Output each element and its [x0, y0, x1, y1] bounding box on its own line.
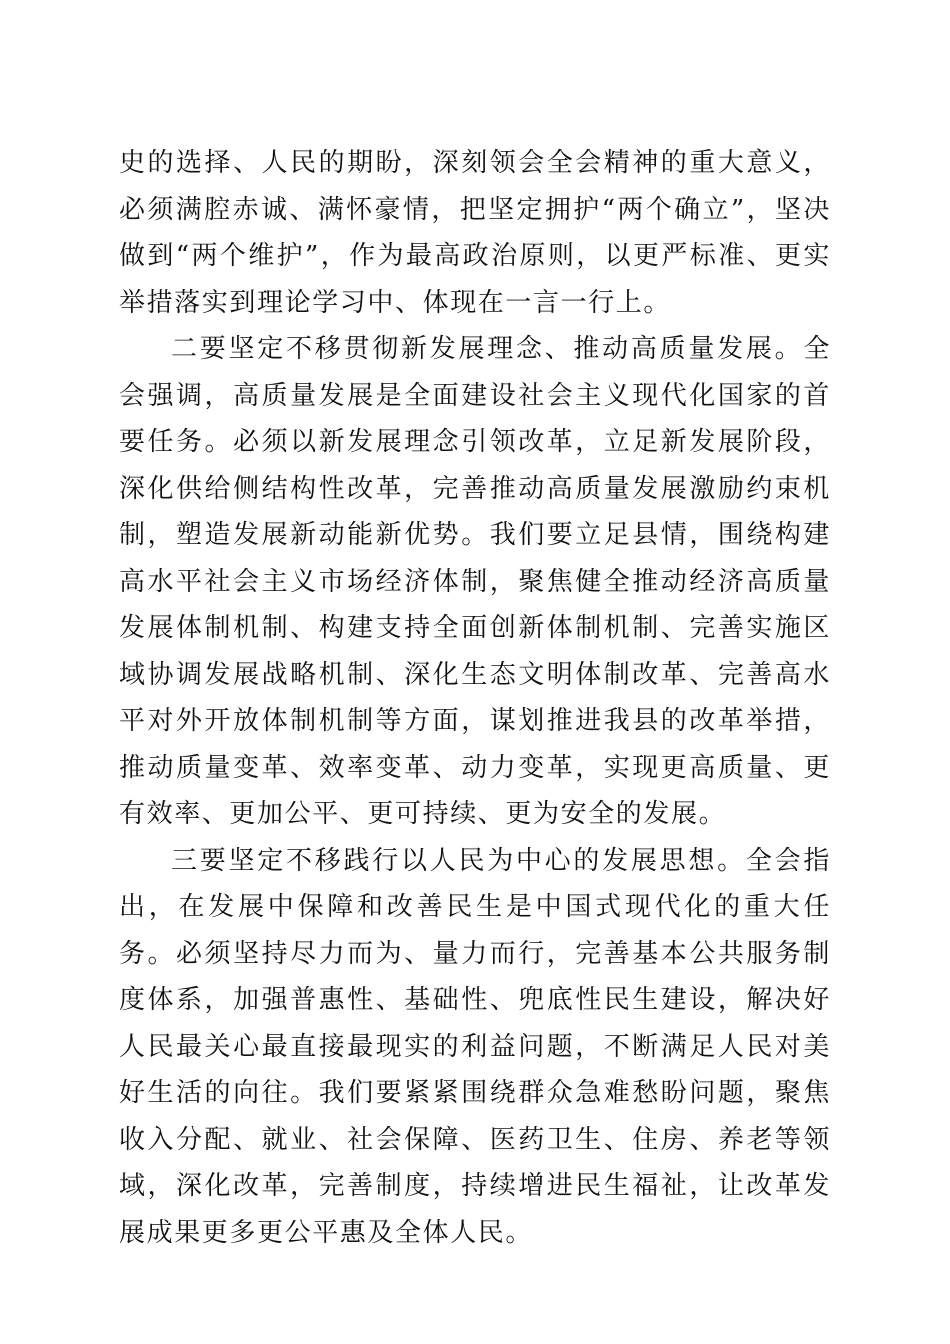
paragraph-new-development-philosophy: 二要坚定不移贯彻新发展理念、推动高质量发展。全会强调，高质量发展是全面建设社会主义现代化国家的首要任务。必须以新发展理念引领改革，立足新发展阶段，深化供给侧结构性改革，完善推动高质量发展激励约束机制，塑造发展新动能新优势。我们要立足县情，围绕构建高水平社会主义市场经济体制，聚焦健全推动经济高质量发展体制机制、构建支持全面创新体制机制、完善实施区域协调发展战略机制、深化生态文明体制改革、完善高水平对外开放体制机制等方面，谋划推进我县的改革举措，推动质量变革、效率变革、动力变革，实现更高质量、更有效率、更加公平、更可持续、更为安全的发展。: [119, 334, 831, 829]
paragraph-history-choice: 史的选择、人民的期盼，深刻领会全会精神的重大意义，必须满腔赤诚、满怀豪情，把坚定拥护“两个确立”，坚决做到“两个维护”，作为最高政治原则，以更严标准、更实举措落实到理论学习中、体现在一言一行上。: [119, 148, 831, 318]
document-body: [119, 140, 831, 1256]
paragraph-people-centered-development: 三要坚定不移践行以人民为中心的发展思想。全会指出，在发展中保障和改善民生是中国式现代化的重大任务。必须坚持尽力而为、量力而行，完善基本公共服务制度体系，加强普惠性、基础性、兜底性民生建设，解决好人民最关心最直接最现实的利益问题，不断满足人民对美好生活的向往。我们要紧紧围绕群众急难愁盼问题，聚焦收入分配、就业、社会保障、医药卫生、住房、养老等领域，深化改革，完善制度，持续增进民生福祉，让改革发展成果更多更公平惠及全体人民。: [119, 845, 831, 1248]
